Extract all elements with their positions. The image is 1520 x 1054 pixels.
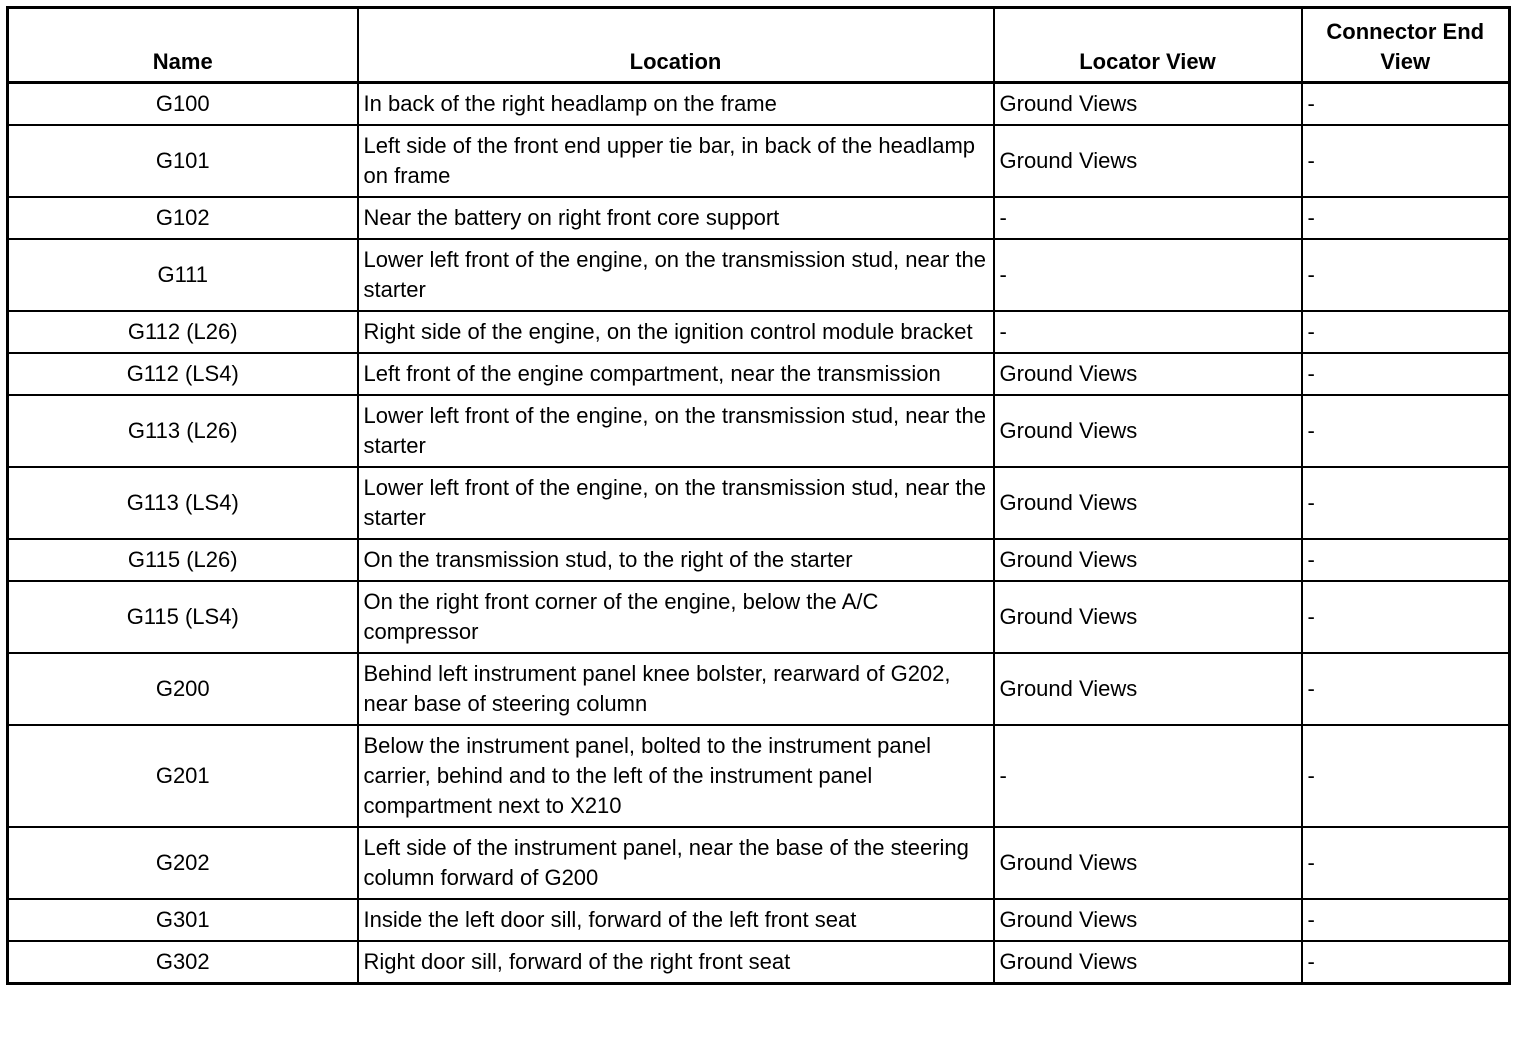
cell-connector-end-view: - xyxy=(1302,539,1510,581)
cell-location: Right door sill, forward of the right front seat xyxy=(358,941,994,984)
table-row xyxy=(8,125,1510,197)
cell-locator-view: Ground Views xyxy=(994,539,1302,581)
table-row xyxy=(8,539,1510,581)
cell-location: On the right front corner of the engine, below the A/C compressor xyxy=(358,581,994,653)
cell-connector-end-view: - xyxy=(1302,827,1510,899)
cell-locator-view: Ground Views xyxy=(994,467,1302,539)
header-connector-end-view: Connector End View xyxy=(1302,8,1510,83)
cell-location: Left side of the instrument panel, near the base of the steering column forward of G200 xyxy=(358,827,994,899)
cell-location: Left front of the engine compartment, near the transmission xyxy=(358,353,994,395)
table-row xyxy=(8,827,1510,899)
cell-locator-view: - xyxy=(994,197,1302,239)
table-row xyxy=(8,941,1510,984)
cell-name: G100 xyxy=(8,83,358,126)
cell-location: Below the instrument panel, bolted to the instrument panel carrier, behind and to the left of the instrument panel compartment next to X210 xyxy=(358,725,994,827)
table-row xyxy=(8,83,1510,126)
cell-name: G301 xyxy=(8,899,358,941)
cell-locator-view: Ground Views xyxy=(994,353,1302,395)
header-location: Location xyxy=(358,8,994,83)
table-row xyxy=(8,311,1510,353)
cell-connector-end-view: - xyxy=(1302,83,1510,126)
cell-connector-end-view: - xyxy=(1302,239,1510,311)
cell-name: G201 xyxy=(8,725,358,827)
cell-name: G200 xyxy=(8,653,358,725)
ground-locations-table xyxy=(6,6,1511,985)
cell-location: On the transmission stud, to the right of the starter xyxy=(358,539,994,581)
cell-connector-end-view: - xyxy=(1302,467,1510,539)
cell-name: G113 (L26) xyxy=(8,395,358,467)
header-locator-view: Locator View xyxy=(994,8,1302,83)
cell-connector-end-view: - xyxy=(1302,725,1510,827)
cell-name: G202 xyxy=(8,827,358,899)
table-row xyxy=(8,353,1510,395)
cell-connector-end-view: - xyxy=(1302,653,1510,725)
cell-locator-view: Ground Views xyxy=(994,653,1302,725)
cell-location: Lower left front of the engine, on the transmission stud, near the starter xyxy=(358,395,994,467)
cell-location: In back of the right headlamp on the frame xyxy=(358,83,994,126)
cell-connector-end-view: - xyxy=(1302,395,1510,467)
cell-connector-end-view: - xyxy=(1302,125,1510,197)
cell-location: Behind left instrument panel knee bolster, rearward of G202, near base of steering column xyxy=(358,653,994,725)
cell-location: Inside the left door sill, forward of the left front seat xyxy=(358,899,994,941)
cell-name: G102 xyxy=(8,197,358,239)
cell-locator-view: Ground Views xyxy=(994,83,1302,126)
table-row xyxy=(8,581,1510,653)
table-row xyxy=(8,653,1510,725)
cell-locator-view: Ground Views xyxy=(994,899,1302,941)
header-row xyxy=(8,8,1510,83)
cell-location: Lower left front of the engine, on the transmission stud, near the starter xyxy=(358,467,994,539)
cell-locator-view: Ground Views xyxy=(994,941,1302,984)
cell-name: G112 (LS4) xyxy=(8,353,358,395)
table-row xyxy=(8,197,1510,239)
table-row xyxy=(8,395,1510,467)
cell-locator-view: Ground Views xyxy=(994,827,1302,899)
table-row xyxy=(8,467,1510,539)
cell-connector-end-view: - xyxy=(1302,311,1510,353)
cell-connector-end-view: - xyxy=(1302,197,1510,239)
cell-locator-view: - xyxy=(994,311,1302,353)
cell-locator-view: Ground Views xyxy=(994,125,1302,197)
cell-locator-view: - xyxy=(994,725,1302,827)
header-name: Name xyxy=(8,8,358,83)
cell-name: G115 (LS4) xyxy=(8,581,358,653)
table-row xyxy=(8,899,1510,941)
table-header xyxy=(8,8,1510,83)
cell-name: G302 xyxy=(8,941,358,984)
cell-location: Lower left front of the engine, on the transmission stud, near the starter xyxy=(358,239,994,311)
cell-locator-view: Ground Views xyxy=(994,395,1302,467)
cell-location: Right side of the engine, on the ignition control module bracket xyxy=(358,311,994,353)
cell-location: Left side of the front end upper tie bar, in back of the headlamp on frame xyxy=(358,125,994,197)
cell-name: G111 xyxy=(8,239,358,311)
table-row xyxy=(8,725,1510,827)
cell-locator-view: Ground Views xyxy=(994,581,1302,653)
cell-name: G112 (L26) xyxy=(8,311,358,353)
cell-name: G115 (L26) xyxy=(8,539,358,581)
cell-name: G113 (LS4) xyxy=(8,467,358,539)
cell-connector-end-view: - xyxy=(1302,581,1510,653)
cell-location: Near the battery on right front core support xyxy=(358,197,994,239)
cell-connector-end-view: - xyxy=(1302,941,1510,984)
cell-name: G101 xyxy=(8,125,358,197)
cell-connector-end-view: - xyxy=(1302,899,1510,941)
cell-locator-view: - xyxy=(994,239,1302,311)
table-row xyxy=(8,239,1510,311)
cell-connector-end-view: - xyxy=(1302,353,1510,395)
table-body xyxy=(8,83,1510,984)
